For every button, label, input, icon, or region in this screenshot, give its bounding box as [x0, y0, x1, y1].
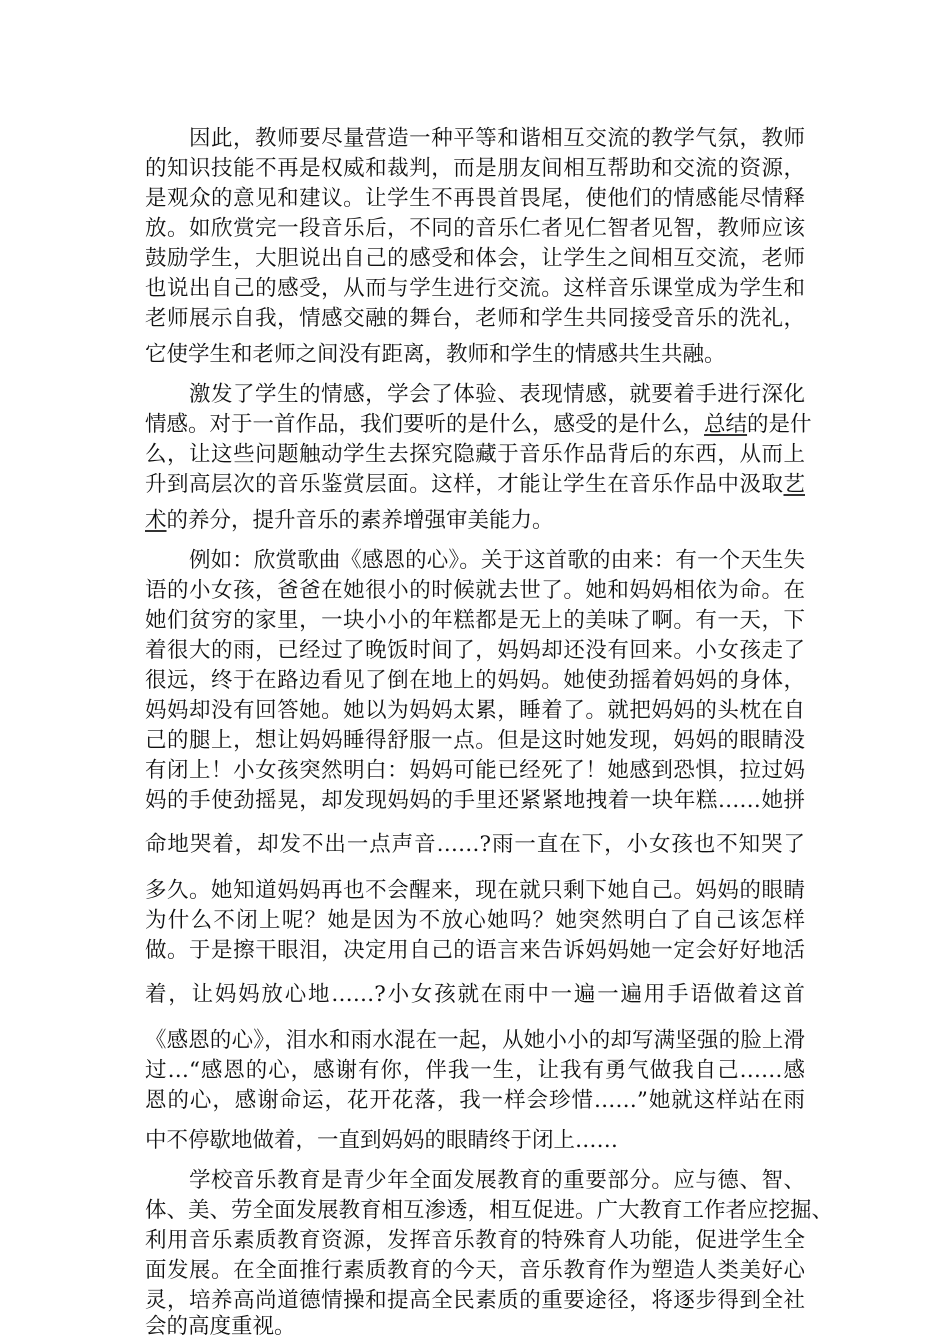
paragraph-2-line-5-text: 的养分，提升音乐的素养增强审美能力。 [166, 508, 554, 533]
paragraph-3-line-2: 语的小女孩，爸爸在她很小的时候就去世了。她和妈妈相依为命。在 [145, 578, 805, 603]
paragraph-3-line-17: 恩的心，感谢命运，花开花落，我一样会珍惜……”她就这样站在雨 [145, 1088, 805, 1113]
paragraph-4-line-6: 会的高度重视。 [145, 1314, 296, 1339]
paragraph-2-line-3: 么，让这些问题触动学生去探究隐藏于音乐作品背后的东西，从而上 [145, 442, 805, 467]
paragraph-3-line-11: 多久。她知道妈妈再也不会醒来，现在就只剩下她自己。妈妈的眼睛 [145, 878, 805, 903]
paragraph-3-line-16: 过…“感恩的心，感谢有你，伴我一生，让我有勇气做我自己……感 [145, 1058, 805, 1083]
paragraph-2-line-4-text: 升到高层次的音乐鉴赏层面。这样，才能让学生在音乐作品中汲取 [145, 472, 784, 497]
paragraph-2-line-4 [145, 470, 805, 500]
paragraph-3-line-7: 己的腿上，想让妈妈睡得舒服一点。但是这时她发现，妈妈的眼睛没 [145, 728, 805, 753]
paragraph-4-line-1: 学校音乐教育是青少年全面发展教育的重要部分。应与德、智、 [189, 1168, 805, 1193]
paragraph-3-line-18: 中不停歇地做着，一直到妈妈的眼睛终于闭上…… [145, 1128, 619, 1153]
paragraph-4-line-2: 体、美、劳全面发展教育相互渗透，相互促进。广大教育工作者应挖掘、 [145, 1198, 834, 1223]
paragraph-2-line-2 [145, 410, 812, 440]
paragraph-3-line-12: 为什么不闭上呢？她是因为不放心她吗？她突然明白了自己该怎样 [145, 908, 805, 933]
paragraph-1-line-2: 的知识技能不再是权威和裁判，而是朋友间相互帮助和交流的资源， [145, 156, 805, 181]
paragraph-1-line-8: 它使学生和老师之间没有距离，教师和学生的情感共生共融。 [145, 342, 726, 367]
paragraph-3-line-8: 有闭上！小女孩突然明白：妈妈可能已经死了！她感到恐惧，拉过妈 [145, 758, 805, 783]
paragraph-1-line-6: 也说出自己的感受，从而与学生进行交流。这样音乐课堂成为学生和 [145, 276, 805, 301]
paragraph-4-line-4: 面发展。在全面推行素质教育的今天，音乐教育作为塑造人类美好心 [145, 1258, 805, 1283]
link-yishu-part-2[interactable]: 术 [145, 508, 167, 533]
paragraph-3-line-6: 妈妈却没有回答她。她以为妈妈太累，睡着了。就把妈妈的头枕在自 [145, 698, 805, 723]
paragraph-3-line-5: 很远，终于在路边看见了倒在地上的妈妈。她使劲摇着妈妈的身体， [145, 668, 805, 693]
paragraph-1-line-5: 鼓励学生，大胆说出自己的感受和体会，让学生之间相互交流，老师 [145, 246, 805, 271]
paragraph-3-line-4: 着很大的雨，已经过了晚饭时间了，妈妈却还没有回来。小女孩走了 [145, 638, 805, 663]
paragraph-2-line-2-tail: 的是什 [747, 412, 812, 437]
paragraph-2-line-5 [145, 506, 805, 536]
paragraph-1-line-4: 放。如欣赏完一段音乐后，不同的音乐仁者见仁智者见智，教师应该 [145, 216, 805, 241]
paragraph-4-line-3: 利用音乐素质教育资源，发挥音乐教育的特殊育人功能，促进学生全 [145, 1228, 805, 1253]
link-zongjie[interactable]: 总结 [704, 412, 748, 437]
paragraph-1-line-3: 是观众的意见和建议。让学生不再畏首畏尾，使他们的情感能尽情释 [145, 186, 805, 211]
paragraph-1-line-1: 因此，教师要尽量营造一种平等和谐相互交流的教学气氛，教师 [189, 126, 805, 151]
paragraph-4-line-5: 灵，培养高尚道德情操和提高全民素质的重要途径，将逐步得到全社 [145, 1288, 805, 1313]
paragraph-3-line-1: 例如：欣赏歌曲《感恩的心》。关于这首歌的由来：有一个天生失 [189, 548, 805, 573]
paragraph-3-line-15: 《感恩的心》，泪水和雨水混在一起，从她小小的却写满坚强的脸上滑 [145, 1028, 805, 1053]
paragraph-3-line-10: 命地哭着，却发不出一点声音……?雨一直在下，小女孩也不知哭了 [145, 832, 805, 857]
link-yishu-part-1[interactable]: 艺 [783, 472, 805, 497]
paragraph-2-line-1: 激发了学生的情感，学会了体验、表现情感，就要着手进行深化 [189, 382, 805, 407]
paragraph-2-line-2-text: 情感。对于一首作品，我们要听的是什么，感受的是什么， [145, 412, 705, 437]
paragraph-1-line-7: 老师展示自我，情感交融的舞台，老师和学生共同接受音乐的洗礼， [145, 306, 805, 331]
paragraph-3-line-14: 着，让妈妈放心地……?小女孩就在雨中一遍一遍用手语做着这首 [145, 982, 805, 1007]
paragraph-3-line-13: 做。于是擦干眼泪，决定用自己的语言来告诉妈妈她一定会好好地活 [145, 938, 805, 963]
paragraph-3-line-9: 妈的手使劲摇晃，却发现妈妈的手里还紧紧地拽着一块年糕……她拼 [145, 788, 805, 813]
paragraph-3-line-3: 她们贫穷的家里，一块小小的年糕都是无上的美味了啊。有一天，下 [145, 608, 805, 633]
